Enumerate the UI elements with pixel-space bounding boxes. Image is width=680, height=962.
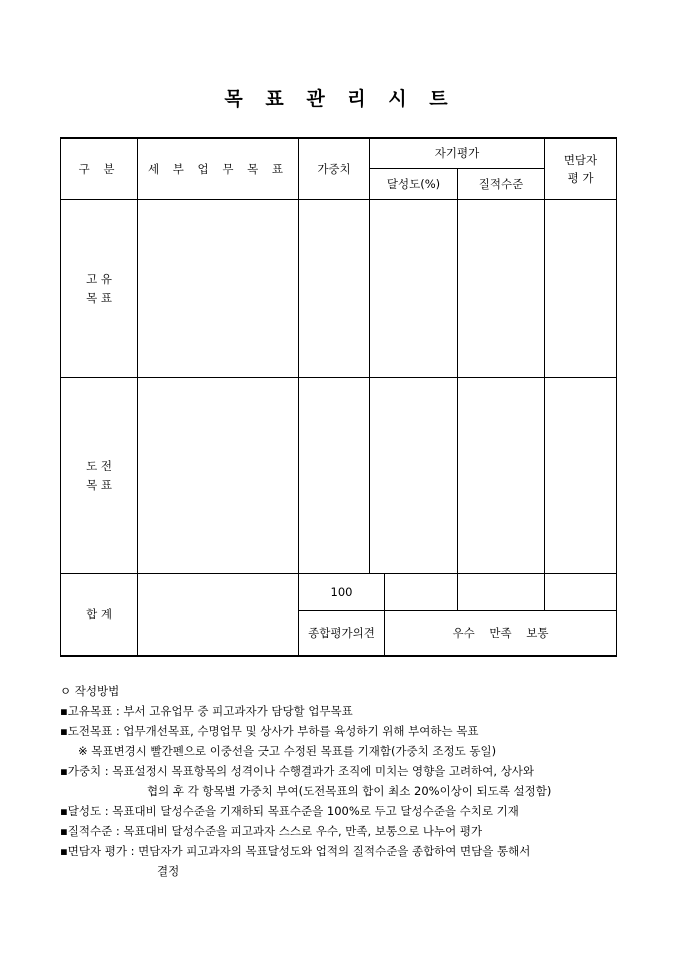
note-interviewer-eval: ▪면담자 평가 : 면담자가 피고과자의 목표달성도와 업적의 질적수준을 종합하여 면담을 통해서 [60, 844, 531, 858]
row-inherent-line2: 목 표 [86, 290, 112, 305]
note-quality: ▪질적수준 : 목표대비 달성수준을 피고과자 스스로 우수, 만족, 보통으로 나누어 평가 [60, 824, 483, 838]
row-challenge-line1: 도 전 [86, 459, 112, 474]
note-weight: ▪가중치 : 목표설정시 목표항목의 성격이나 수행결과가 조직에 미치는 영향을 고려하여, 상사와 [60, 764, 535, 778]
header-self-eval: 자기평가 [434, 146, 480, 161]
table-border-right [616, 137, 617, 657]
page-title: 목 표 관 리 시 트 [224, 88, 456, 110]
header-weight: 가중치 [317, 161, 351, 176]
rating-options: 우수 만족 보통 [452, 625, 549, 640]
note-challenge-goal: ▪도전목표 : 업무개선목표, 수명업무 및 상사가 부하를 육성하기 위해 부여하는 목표 [60, 724, 479, 738]
header-bottom-line [60, 199, 617, 200]
goal-sheet-table [60, 137, 617, 657]
header-interviewer-eval [545, 139, 616, 199]
header-interviewer-line1: 면담자 [563, 152, 598, 167]
header-achievement: 달성도(%) [386, 176, 441, 191]
total-weight-value: 100 [330, 584, 353, 599]
col-divider-weight [369, 137, 370, 573]
overall-opinion-label: 종합평가의견 [308, 625, 375, 640]
header-detail-goal: 세 부 업 무 목 표 [148, 161, 288, 176]
header-interviewer-line2: 평 가 [567, 171, 594, 185]
row-total: 합 계 [86, 607, 112, 622]
row-inherent-line1: 고 유 [86, 272, 112, 287]
writing-instructions [60, 681, 640, 881]
row-inherent-goal [61, 200, 137, 377]
note-weight-continued: 협의 후 각 항목별 가중치 부여(도전목표의 합이 최소 20%이상이 되도록 설정함) [147, 784, 552, 798]
note-goal-change: ※ 목표변경시 빨간펜으로 이중선을 긋고 수정된 목표를 기재함(가중치 조정도 동일) [78, 744, 497, 758]
row-challenge-goal [61, 378, 137, 573]
col-divider-category [137, 137, 138, 657]
header-category: 구 분 [78, 161, 120, 176]
note-interviewer-eval-continued: 결정 [157, 864, 180, 878]
note-inherent-goal: ▪고유목표 : 부서 고유업무 중 피고과자가 담당할 업무목표 [60, 704, 353, 718]
instructions-heading: ㅇ 작성방법 [60, 684, 120, 698]
note-achievement: ▪달성도 : 목표대비 달성수준을 기재하되 목표수준을 100%로 두고 달성수준을 수치로 기재 [60, 804, 519, 818]
row-challenge-line2: 목 표 [86, 477, 112, 492]
header-quality: 질적수준 [478, 176, 524, 191]
inherent-row-bottom-line [60, 377, 617, 378]
col-divider-quality [544, 137, 545, 610]
table-border-bottom [60, 655, 617, 657]
col-divider-achievement [457, 168, 458, 610]
